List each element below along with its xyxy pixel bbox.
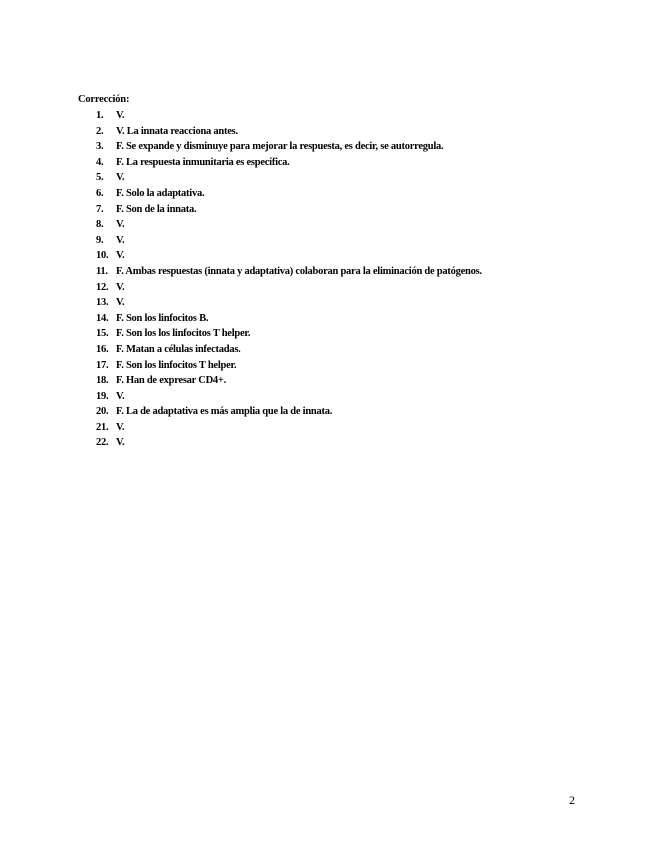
answer-text: F. La respuesta inmunitaria es específica. <box>116 156 290 168</box>
answer-number: 3. <box>96 141 104 153</box>
answer-text: F. Son los linfocitos B. <box>116 312 209 324</box>
answer-text: V. <box>116 421 125 433</box>
answer-item <box>78 420 482 436</box>
answer-item <box>78 280 482 296</box>
answer-text: V. <box>116 297 125 309</box>
answer-text: F. Matan a células infectadas. <box>116 343 241 355</box>
answer-list <box>78 108 482 451</box>
answer-number: 4. <box>96 156 104 168</box>
answer-number: 9. <box>96 234 104 246</box>
answer-item <box>78 342 482 358</box>
answer-text: V. <box>116 281 125 293</box>
answer-number: 14. <box>96 312 109 324</box>
answer-number: 13. <box>96 297 109 309</box>
answer-item <box>78 217 482 233</box>
answer-number: 22. <box>96 437 109 449</box>
answer-text: V. <box>116 172 125 184</box>
correction-heading: Corrección: <box>78 94 130 105</box>
answer-item <box>78 139 482 155</box>
answer-number: 15. <box>96 328 109 340</box>
answer-number: 17. <box>96 359 109 371</box>
answer-item <box>78 389 482 405</box>
answer-text: V. <box>116 219 125 231</box>
answer-text: F. Se expande y disminuye para mejorar la respuesta, es decir, se autorregula. <box>116 141 444 153</box>
answer-item <box>78 248 482 264</box>
answer-item <box>78 264 482 280</box>
answer-number: 19. <box>96 390 109 402</box>
answer-text: V. <box>116 390 125 402</box>
answer-number: 10. <box>96 250 109 262</box>
answer-item <box>78 295 482 311</box>
answer-text: V. <box>116 437 125 449</box>
answer-text: F. Son los linfocitos T helper. <box>116 359 237 371</box>
answer-item <box>78 233 482 249</box>
answer-number: 18. <box>96 375 109 387</box>
answer-text: V. <box>116 110 125 121</box>
answer-text: V. <box>116 234 125 246</box>
answer-number: 20. <box>96 406 109 418</box>
answer-item <box>78 202 482 218</box>
answer-number: 6. <box>96 187 104 199</box>
answer-number: 11. <box>96 265 108 277</box>
answer-item <box>78 435 482 451</box>
answer-text: V. La innata reacciona antes. <box>116 125 238 137</box>
answer-item <box>78 404 482 420</box>
answer-item <box>78 186 482 202</box>
answer-item <box>78 326 482 342</box>
answer-item <box>78 311 482 327</box>
answer-item <box>78 170 482 186</box>
answer-text: F. Solo la adaptativa. <box>116 187 205 199</box>
answer-item <box>78 155 482 171</box>
answer-text: F. Son de la innata. <box>116 203 197 215</box>
page-number: 2 <box>569 793 575 807</box>
answer-item <box>78 373 482 389</box>
answer-item <box>78 358 482 374</box>
answer-number: 1. <box>96 110 104 121</box>
answer-item <box>78 124 482 140</box>
answer-number: 2. <box>96 125 104 137</box>
answer-number: 7. <box>96 203 104 215</box>
answer-number: 8. <box>96 219 104 231</box>
answer-number: 5. <box>96 172 104 184</box>
answer-text: F. Han de expresar CD4+. <box>116 375 227 387</box>
answer-text: V. <box>116 250 125 262</box>
answer-text: F. Ambas respuestas (innata y adaptativa) colaboran para la eliminación de patógenos. <box>116 265 482 277</box>
answer-text: F. Son los los linfocitos T helper. <box>116 328 251 340</box>
answer-text: F. La de adaptativa es más amplia que la de innata. <box>116 406 333 418</box>
answer-number: 21. <box>96 421 109 433</box>
answer-item <box>78 108 482 124</box>
answer-number: 12. <box>96 281 109 293</box>
answer-number: 16. <box>96 343 109 355</box>
